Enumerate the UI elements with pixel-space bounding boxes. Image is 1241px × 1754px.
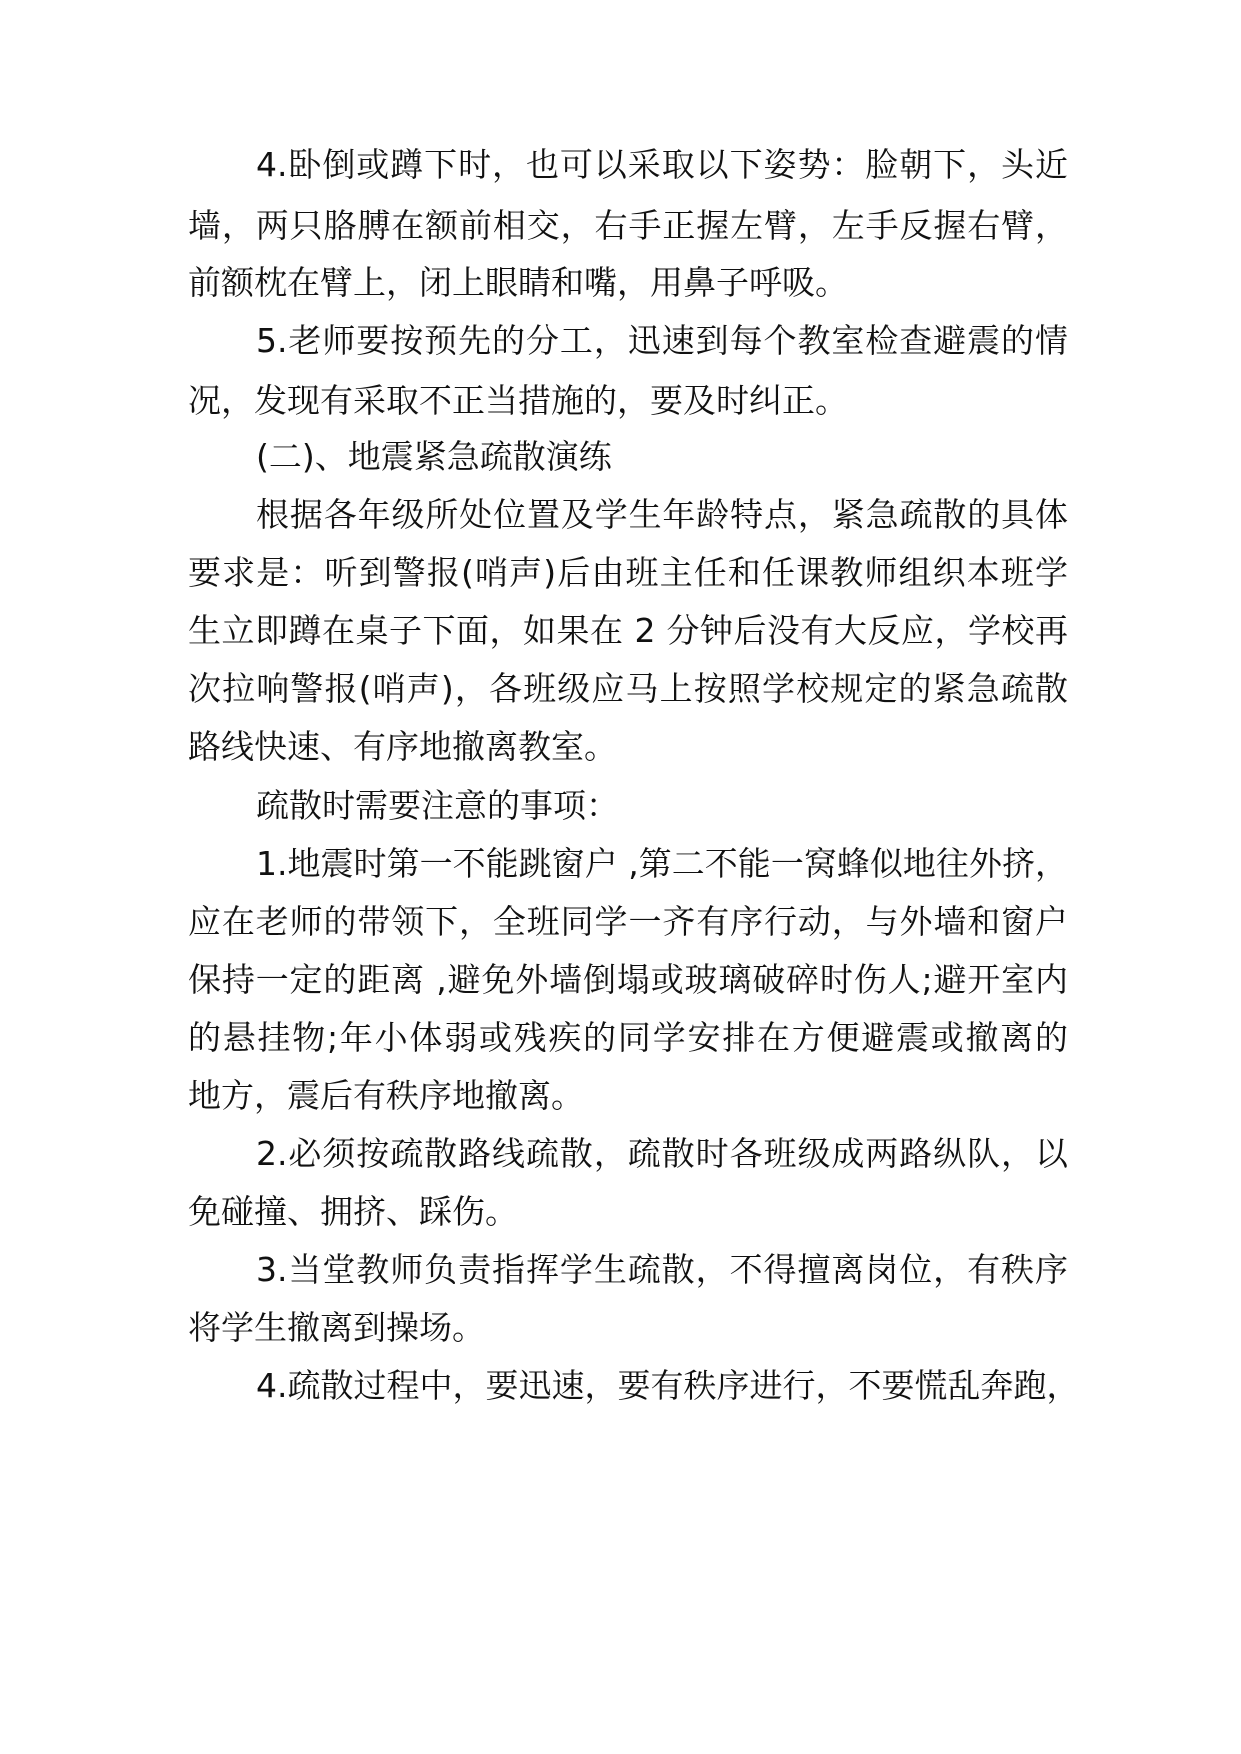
paragraph-line: 4.卧倒或蹲下时，也可以采取以下姿势：脸朝下，头近 <box>256 145 1068 184</box>
paragraph-line: 疏散时需要注意的事项： <box>256 786 619 825</box>
paragraph-line: 4.疏散过程中，要迅速，要有秩序进行，不要慌乱奔跑， <box>256 1366 1080 1405</box>
paragraph-line: 保持一定的距离 ,避免外墙倒塌或玻璃破碎时伤人;避开室内 <box>188 960 1068 999</box>
paragraph-line: 根据各年级所处位置及学生年龄特点，紧急疏散的具体 <box>256 495 1068 534</box>
paragraph-line: 的悬挂物;年小体弱或残疾的同学安排在方便避震或撤离的 <box>188 1018 1068 1057</box>
paragraph-line: 前额枕在臂上，闭上眼睛和嘴，用鼻子呼吸。 <box>188 263 848 302</box>
paragraph-line: 况，发现有采取不正当措施的，要及时纠正。 <box>188 381 848 420</box>
paragraph-line: 路线快速、有序地撤离教室。 <box>188 727 617 766</box>
paragraph-line: 要求是：听到警报(哨声)后由班主任和任课教师组织本班学 <box>188 553 1068 592</box>
paragraph-line: 3.当堂教师负责指挥学生疏散，不得擅离岗位，有秩序 <box>256 1250 1068 1289</box>
paragraph-line: 1.地震时第一不能跳窗户 ,第二不能一窝蜂似地往外挤， <box>256 844 1068 883</box>
paragraph-line: 将学生撤离到操场。 <box>188 1308 485 1347</box>
paragraph-line: 2.必须按疏散路线疏散，疏散时各班级成两路纵队，以 <box>256 1134 1068 1173</box>
paragraph-line: 生立即蹲在桌子下面，如果在 2 分钟后没有大反应，学校再 <box>188 611 1068 650</box>
paragraph-line: 免碰撞、拥挤、踩伤。 <box>188 1192 518 1231</box>
paragraph-line: 地方，震后有秩序地撤离。 <box>188 1076 584 1115</box>
paragraph-line: 墙，两只胳膊在额前相交，右手正握左臂，左手反握右臂， <box>188 206 1068 245</box>
paragraph-line: 次拉响警报(哨声)，各班级应马上按照学校规定的紧急疏散 <box>188 669 1068 708</box>
paragraph-line: 应在老师的带领下，全班同学一齐有序行动，与外墙和窗户 <box>188 902 1068 941</box>
section-heading: (二)、地震紧急疏散演练 <box>256 437 612 476</box>
paragraph-line: 5.老师要按预先的分工，迅速到每个教室检查避震的情 <box>256 321 1068 360</box>
